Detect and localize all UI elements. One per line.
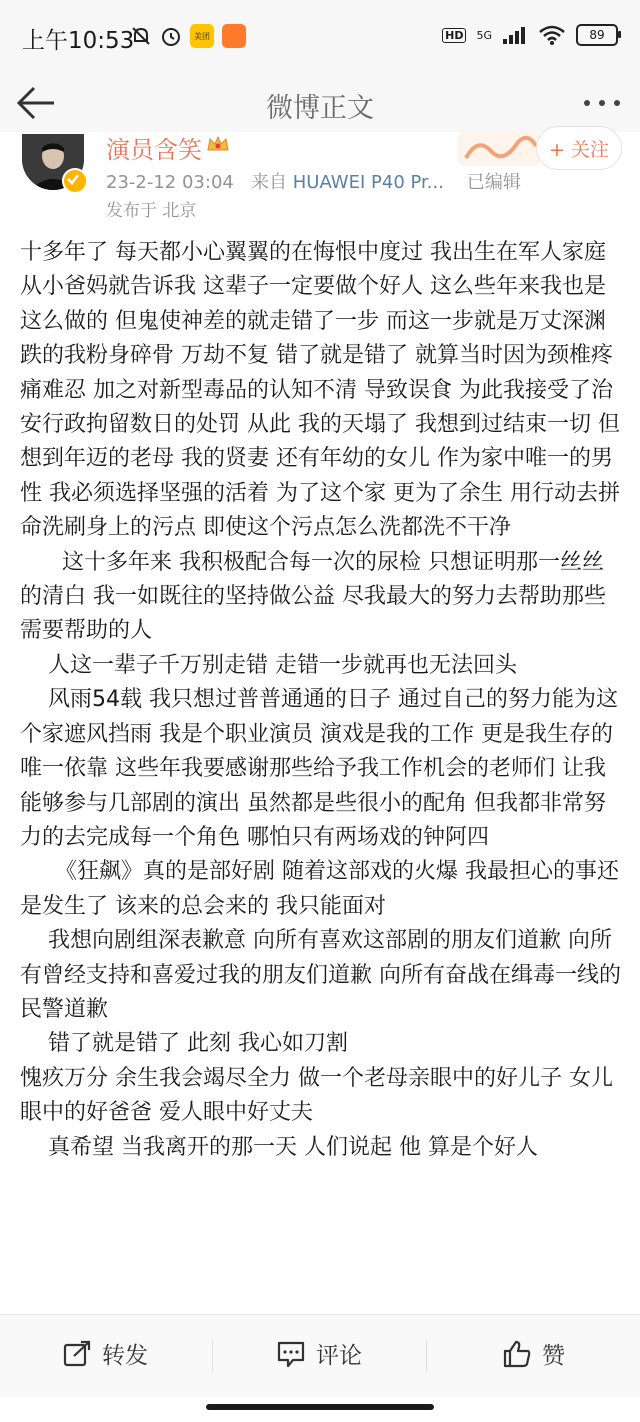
wifi-icon <box>538 24 566 46</box>
toolbar-divider <box>426 1341 427 1371</box>
status-right-icons <box>442 24 618 46</box>
comment-label: 评论 <box>316 1343 362 1369</box>
comment-button[interactable] <box>276 1337 362 1370</box>
status-bar <box>0 0 640 74</box>
status-time: 上午10:53 <box>22 28 135 54</box>
post-body-text: 十多年了 每天都小心翼翼的在悔恨中度过 我出生在军人家庭 从小爸妈就告诉我 这辈子一定要做个好人 这么些年来我也是这么做的 但鬼使神差的就走错了一步 而这一步就是万丈深渊 跌的我粉身碎骨 万劫不复 错了就是错了 就算当时因为颈椎疼痛难忍 加之对新型毒品的认知不清 导致误食 为此我接受了治安行政拘留数日的处罚 从此 我的天塌了 我想到过结束一切 但想到年迈的老母 我的贤妻 还有年幼的女儿 作为家中唯一的男性 我必须选择坚强的活着 为了这个家 更为了余生 用行动去拼命洗刷身上的污点 即使这个污点怎么洗都洗不干净 这十多年来 我积极配合每一次的尿检 只想证明那一丝丝的清白 我一如既往的坚持做公益 尽我最大的努力去帮助那些需要帮助的人 人这一辈子千万别走错 走错一步就再也无法回头 风雨54载 我只想过普普通通的日子 通过自己的努力能为这个家遮风挡雨 我是个职业演员 演戏是我的工作 更是我生存的唯一依靠 这些年我要感谢那些给予我工作机会的老师们 让我能够参与几部剧的演出 虽然都是些很小的配角 但我都非常努力的去完成每一个角色 哪怕只有两场戏的钟阿四 《狂飙》真的是部好剧 随着这部戏的火爆 我最担心的事还是发生了 该来的总会来的 我只能面对 我想向剧组深表歉意 向所有喜欢这部剧的朋友们道歉 向所有曾经支持和喜爱过我的朋友们道歉 向所有奋战在缉毒一线的民警道歉 错了就是错了 此刻 我心如刀割 愧疚万分 余生我会竭尽全力 做一个老母亲眼中的好儿子 女儿眼中的好爸爸 爱人眼中好丈夫 真希望 当我离开的那一天 人们说起 他 算是个好人 <box>20 240 621 1160</box>
status-notification-icons <box>130 24 246 48</box>
like-button[interactable] <box>502 1337 565 1370</box>
verified-badge-icon <box>62 168 88 194</box>
decorative-banner-icon <box>458 128 540 170</box>
battery-icon <box>576 24 618 46</box>
toolbar-divider <box>212 1341 213 1371</box>
edited-label[interactable]: 已编辑 <box>466 172 521 193</box>
battery-level: 89 <box>589 28 605 42</box>
meituan-app-icon: 美团 <box>190 24 214 48</box>
signal-icon <box>502 25 528 45</box>
comment-icon <box>276 1339 306 1369</box>
author-header <box>0 132 640 224</box>
like-label: 赞 <box>542 1343 565 1369</box>
post-timestamp: 23-2-12 03:04 <box>106 172 234 193</box>
network-label: 5G <box>476 28 492 42</box>
page-title: 微博正文 <box>266 93 374 124</box>
follow-button[interactable]: + 关注 <box>536 126 622 170</box>
hd-icon: HD <box>442 28 466 43</box>
post-meta <box>106 168 521 194</box>
device-name[interactable]: HUAWEI P40 Pr... <box>292 172 444 193</box>
source-prefix: 来自 <box>251 172 288 193</box>
alarm-clock-icon <box>160 25 182 47</box>
mute-bell-icon <box>130 25 152 47</box>
author-name[interactable]: 演员含笑 <box>106 136 202 164</box>
more-options-icon[interactable] <box>582 98 622 108</box>
repost-label: 转发 <box>102 1343 148 1369</box>
shopping-app-icon <box>222 24 246 48</box>
home-indicator[interactable] <box>206 1404 434 1410</box>
bottom-action-bar <box>0 1314 640 1397</box>
repost-icon <box>62 1339 92 1369</box>
repost-button[interactable] <box>62 1337 148 1370</box>
crown-badge-icon <box>206 134 230 154</box>
thumbs-up-icon <box>502 1339 532 1369</box>
nav-bar <box>0 74 640 132</box>
post-location: 发布于 北京 <box>106 201 197 221</box>
